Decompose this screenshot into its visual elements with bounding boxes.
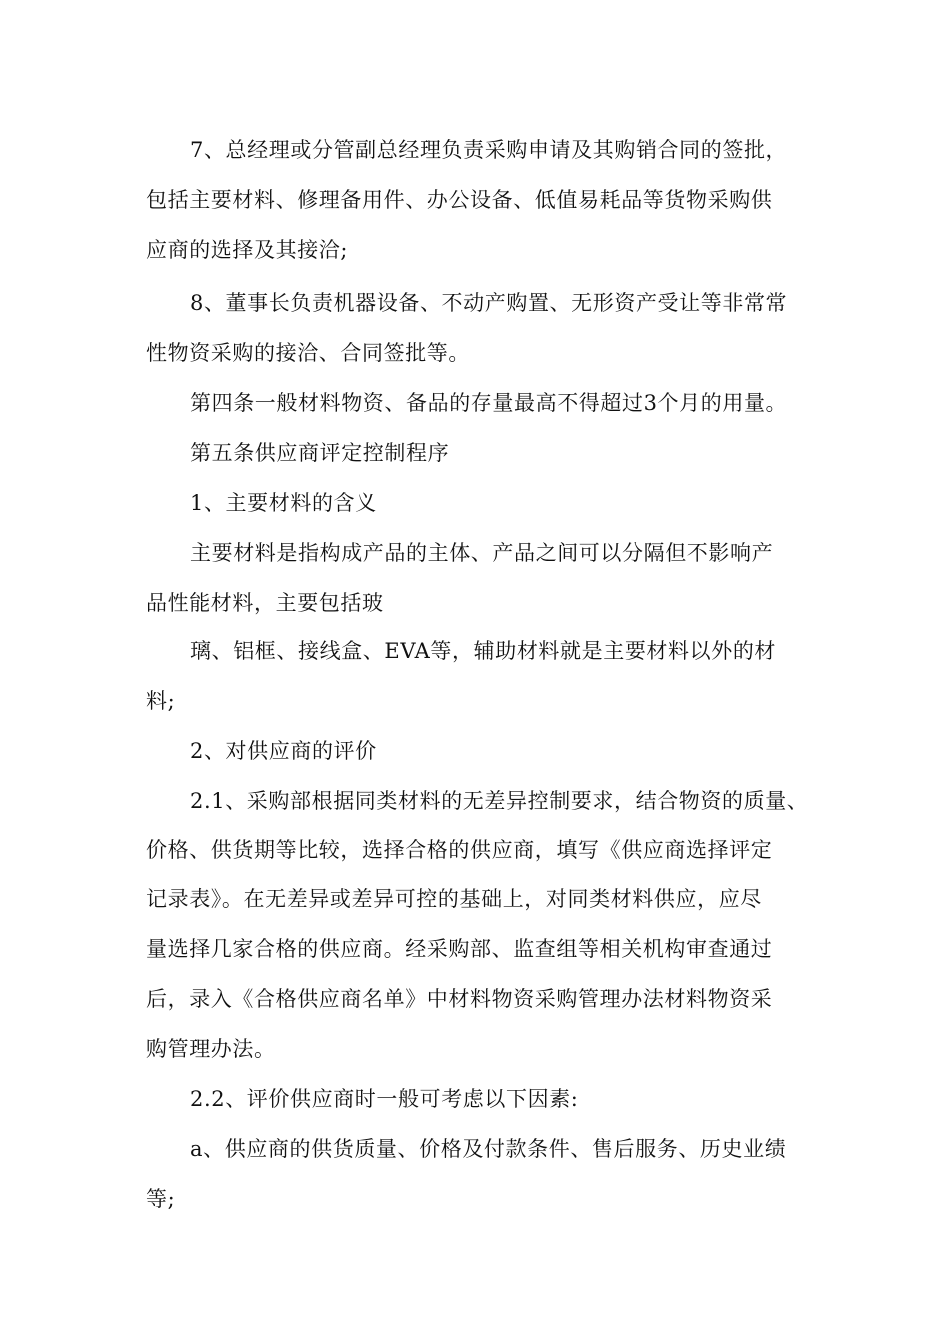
- paragraph-line: 2.2、评价供应商时一般可考虑以下因素:: [190, 1087, 579, 1111]
- paragraph-line: 2.1、采购部根据同类材料的无差异控制要求，结合物资的质量、: [190, 789, 809, 813]
- paragraph-line: 璃、铝框、接线盒、EVA等，辅助材料就是主要材料以外的材: [190, 639, 777, 663]
- paragraph-line: 购管理办法。: [146, 1037, 276, 1061]
- paragraph-line: 1、主要材料的含义: [190, 491, 377, 515]
- paragraph-line: 性物资采购的接洽、合同签批等。: [146, 341, 470, 365]
- paragraph-line: 等;: [146, 1187, 176, 1211]
- paragraph-line: 量选择几家合格的供应商。经采购部、监查组等相关机构审查通过: [146, 937, 773, 961]
- paragraph-line: 8、董事长负责机器设备、不动产购置、无形资产受让等非常常: [190, 291, 788, 315]
- paragraph-line: 2、对供应商的评价: [190, 739, 377, 763]
- paragraph-line: 价格、供货期等比较，选择合格的供应商，填写《供应商选择评定: [146, 838, 773, 862]
- paragraph-line: 包括主要材料、修理备用件、办公设备、低值易耗品等货物采购供: [146, 188, 773, 212]
- paragraph-line: 记录表》。在无差异或差异可控的基础上，对同类材料供应，应尽: [146, 887, 762, 911]
- paragraph-line: 后，录入《合格供应商名单》中材料物资采购管理办法材料物资采: [146, 987, 773, 1011]
- paragraph-line: 第五条供应商评定控制程序: [190, 441, 450, 465]
- paragraph-line: 应商的选择及其接洽;: [146, 238, 349, 262]
- paragraph-line: 第四条一般材料物资、备品的存量最高不得超过3个月的用量。: [190, 391, 788, 415]
- paragraph-line: 品性能材料，主要包括玻: [146, 591, 384, 615]
- paragraph-line: 7、总经理或分管副总经理负责采购申请及其购销合同的签批，: [190, 138, 788, 162]
- paragraph-line: 主要材料是指构成产品的主体、产品之间可以分隔但不影响产: [190, 541, 774, 565]
- paragraph-line: 料;: [146, 689, 176, 713]
- paragraph-line: a、供应商的供货质量、价格及付款条件、售后服务、历史业绩: [190, 1137, 787, 1161]
